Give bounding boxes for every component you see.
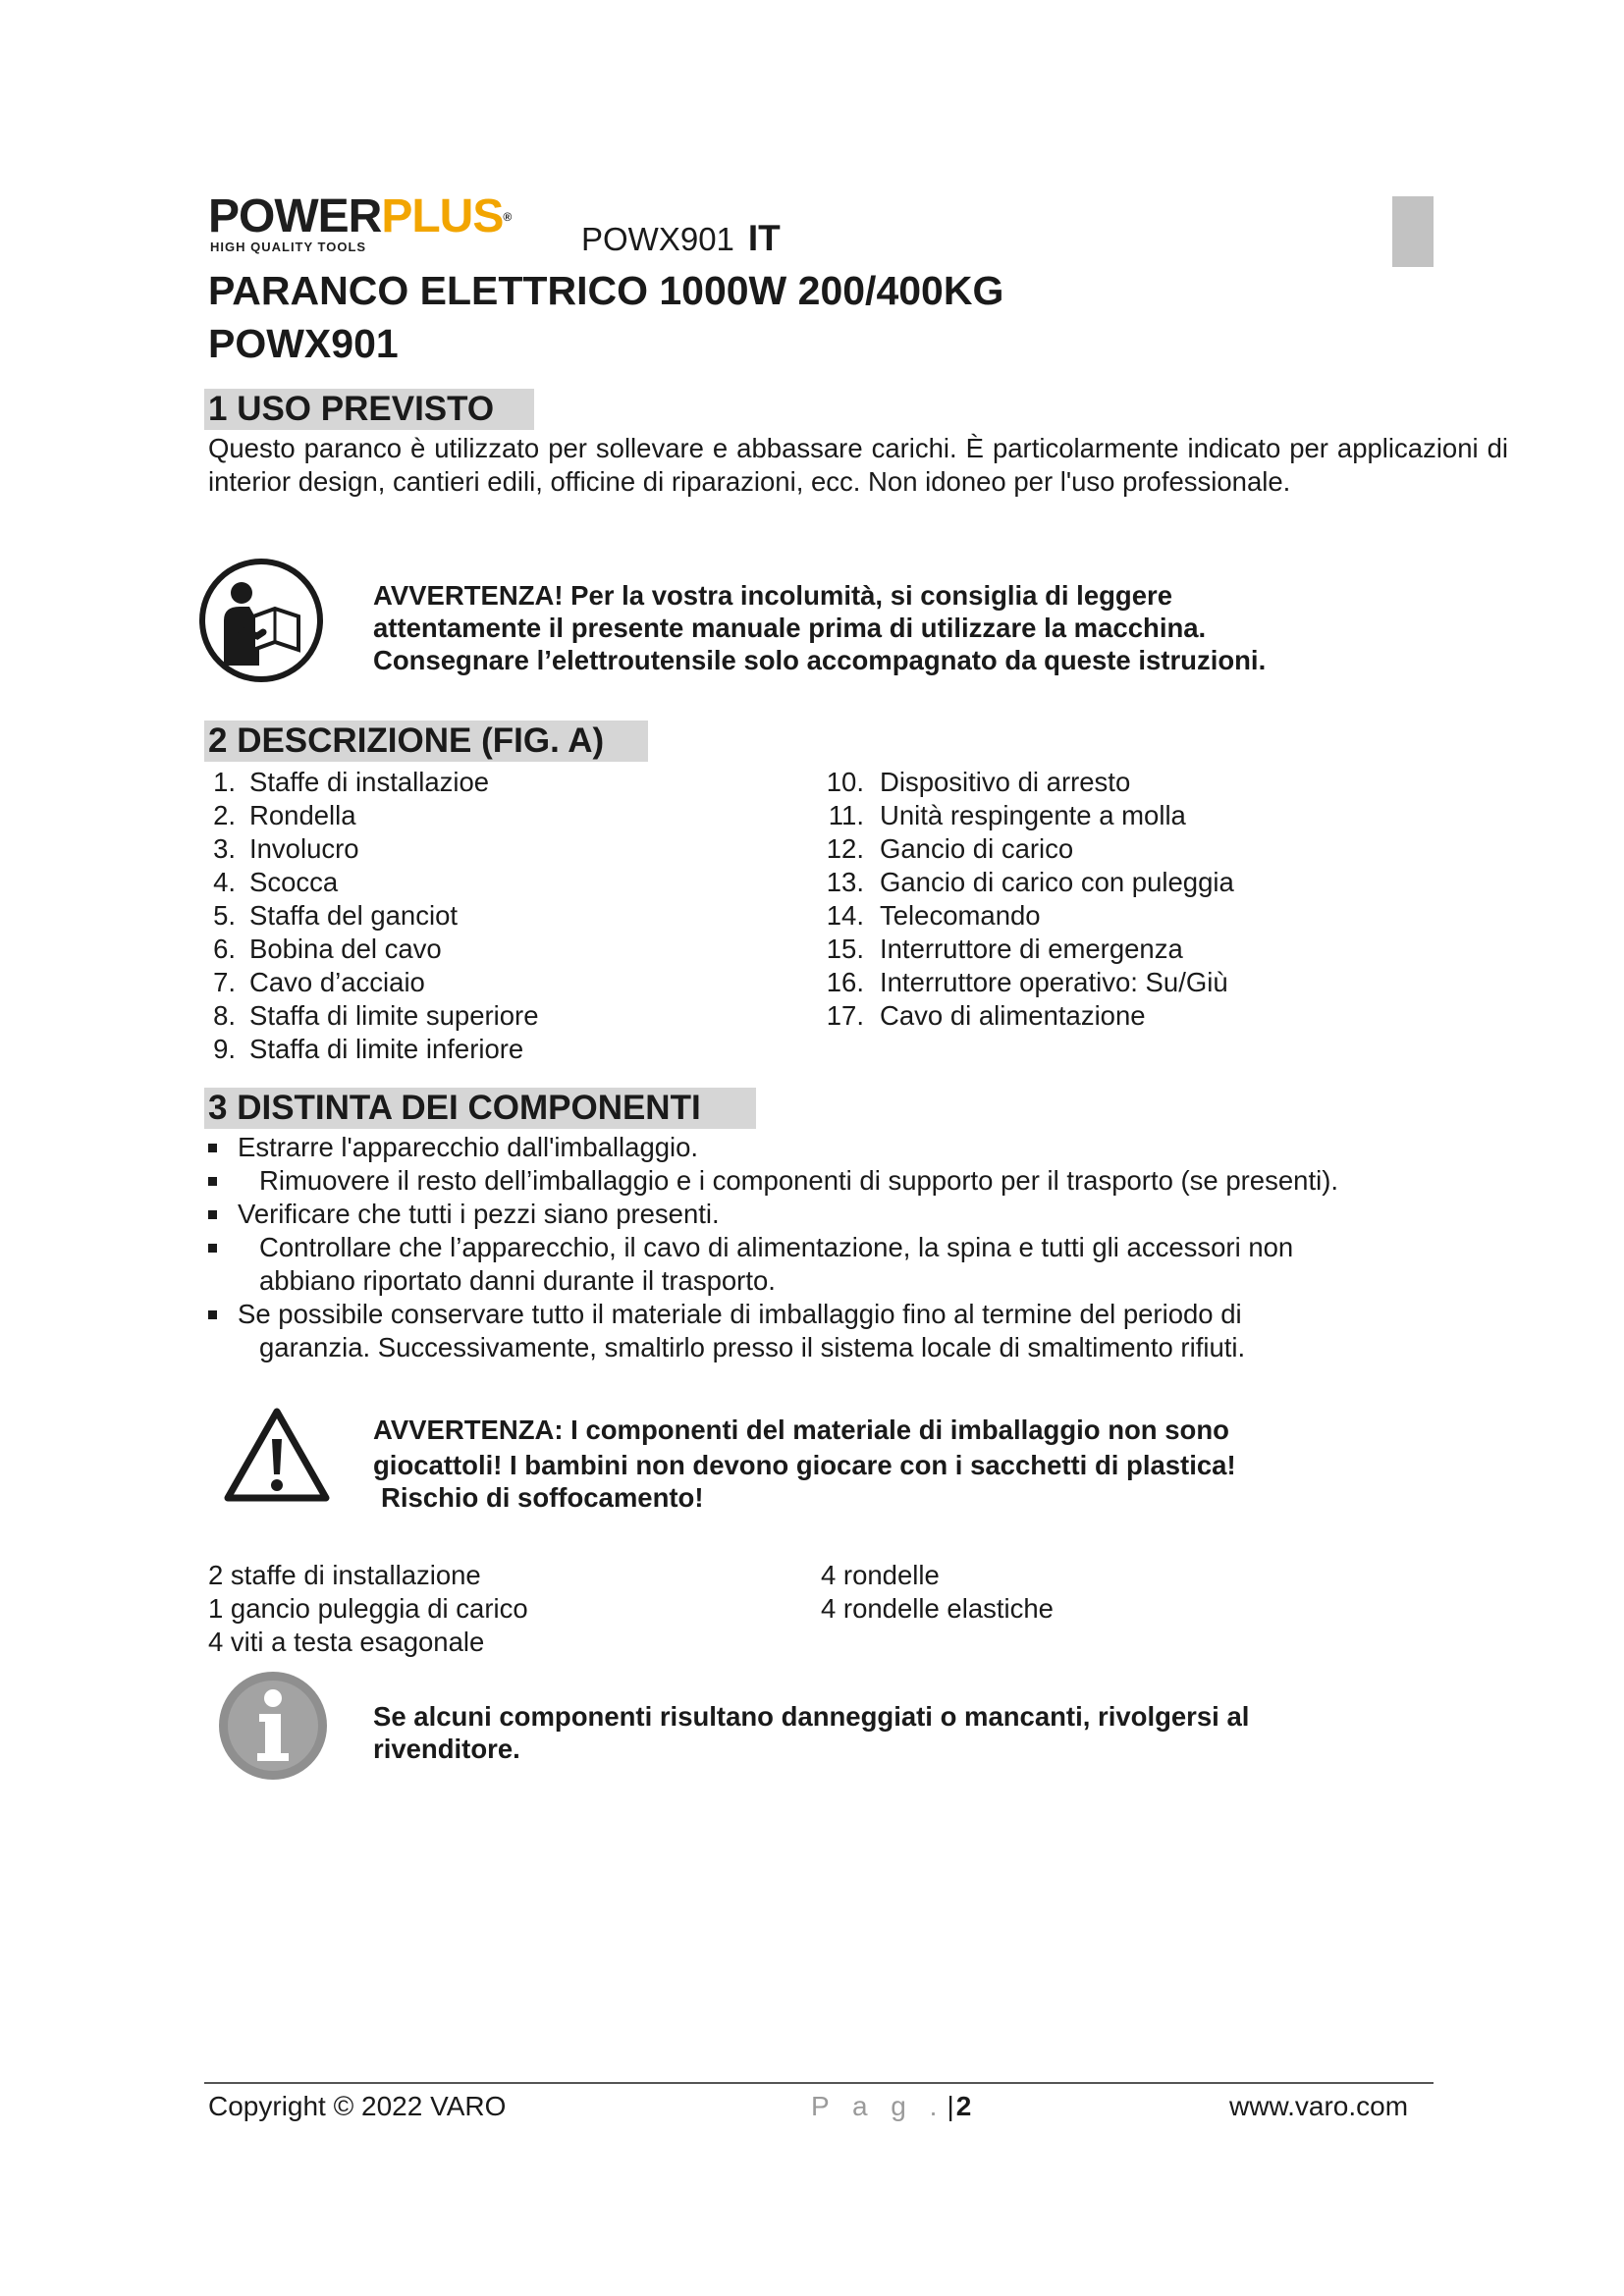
list-item: 14. Telecomando	[826, 900, 1041, 931]
info-note-line1: Se alcuni componenti risultano danneggiati o mancanti, rivolgersi al	[373, 1701, 1250, 1732]
list-item-continuation: abbiano riportato danni durante il trasporto.	[259, 1265, 776, 1296]
warning-packaging-line3: Rischio di soffocamento!	[381, 1482, 704, 1513]
brand-tagline: HIGH QUALITY TOOLS	[210, 240, 367, 254]
list-item: 4. Scocca	[213, 867, 339, 897]
warning-read-manual-line3: Consegnare l’elettroutensile solo accompagnato da queste istruzioni.	[373, 645, 1267, 675]
warning-triangle-icon	[222, 1406, 332, 1504]
bullet-square-icon	[208, 1177, 217, 1186]
list-item: 13. Gancio di carico con puleggia	[826, 867, 1234, 897]
list-item: 17. Cavo di alimentazione	[826, 1000, 1146, 1031]
unpacking-checklist	[208, 1131, 1485, 1364]
list-item: Verificare che tutti i pezzi siano presenti.	[208, 1198, 1485, 1231]
list-item: Controllare che l’apparecchio, il cavo di alimentazione, la spina e tutti gli accessori non	[208, 1231, 1485, 1264]
model-label: POWX901	[581, 221, 734, 257]
contents-left-1: 2 staffe di installazione	[208, 1560, 481, 1590]
powerplus-logo	[208, 190, 562, 257]
list-item: 5. Staffa del ganciot	[213, 900, 459, 931]
bullet-square-icon	[208, 1310, 217, 1319]
warning-read-manual-line1: AVVERTENZA! Per la vostra incolumità, si consiglia di leggere	[373, 580, 1173, 611]
list-item: Estrarre l'apparecchio dall'imballaggio.	[208, 1131, 1485, 1164]
page-number	[811, 2089, 971, 2124]
page-label: P a g .	[811, 2091, 946, 2121]
list-item: Se possibile conservare tutto il materiale di imballaggio fino al termine del periodo di	[208, 1298, 1485, 1331]
language-code: IT	[747, 218, 781, 258]
list-item: 3. Involucro	[213, 833, 359, 864]
list-item: 12. Gancio di carico	[826, 833, 1074, 864]
contents-right-2: 4 rondelle elastiche	[821, 1593, 1054, 1624]
warning-packaging-line1: AVVERTENZA: I componenti del materiale di imballaggio non sono	[373, 1415, 1229, 1445]
read-manual-icon	[196, 556, 326, 685]
contents-right-1: 4 rondelle	[821, 1560, 940, 1590]
list-item: 16. Interruttore operativo: Su/Giù	[826, 967, 1228, 997]
contents-left-3: 4 viti a testa esagonale	[208, 1627, 485, 1657]
list-item: 11. Unità respingente a molla	[828, 800, 1186, 830]
footer-divider	[204, 2082, 1434, 2084]
section-heading-distinta-componenti: 3 DISTINTA DEI COMPONENTI	[204, 1088, 756, 1129]
contents-left-2: 1 gancio puleggia di carico	[208, 1593, 528, 1624]
document-title: PARANCO ELETTRICO 1000W 200/400KG	[208, 268, 1004, 313]
list-item: 9. Staffa di limite inferiore	[213, 1034, 524, 1064]
list-item: 1. Staffe di installazioe	[213, 767, 490, 797]
model-code	[581, 218, 781, 259]
list-item: 2. Rondella	[213, 800, 356, 830]
info-icon	[216, 1669, 330, 1783]
section-heading-descrizione: 2 DESCRIZIONE (FIG. A)	[204, 721, 648, 762]
list-item: Rimuovere il resto dell’imballaggio e i componenti di supporto per il trasporto (se presenti).	[208, 1164, 1485, 1198]
list-item: 10. Dispositivo di arresto	[826, 767, 1131, 797]
list-item: 6. Bobina del cavo	[213, 934, 442, 964]
document-subtitle: POWX901	[208, 321, 399, 366]
bullet-square-icon	[208, 1210, 217, 1219]
language-tab-marker	[1392, 196, 1434, 267]
brand-plus: PLUS	[381, 190, 504, 242]
warning-read-manual-line2: attentamente il presente manuale prima di utilizzare la macchina.	[373, 613, 1207, 643]
section-heading-uso-previsto: 1 USO PREVISTO	[204, 389, 534, 430]
footer-url[interactable]: www.varo.com	[1229, 2091, 1409, 2121]
page-number-value: 2	[955, 2091, 972, 2121]
parts-list-left	[208, 766, 539, 1066]
parts-list-right	[821, 766, 1234, 1033]
page-separator: |	[947, 2091, 954, 2121]
brand-power: POWER	[208, 190, 382, 242]
warning-packaging-line2: giocattoli! I bambini non devono giocare con i sacchetti di plastica!	[373, 1450, 1236, 1480]
list-item: 15. Interruttore di emergenza	[826, 934, 1183, 964]
brand-reg: ®	[503, 210, 512, 224]
list-item: 7. Cavo d’acciaio	[213, 967, 425, 997]
bullet-square-icon	[208, 1144, 217, 1152]
bullet-square-icon	[208, 1244, 217, 1253]
list-item-continuation: garanzia. Successivamente, smaltirlo presso il sistema locale di smaltimento rifiuti.	[259, 1332, 1246, 1362]
footer-copyright: Copyright © 2022 VARO	[208, 2091, 507, 2121]
section1-paragraph: Questo paranco è utilizzato per sollevare e abbassare carichi. È particolarmente indicato per applicazioni di interior design, cantieri edili, officine di riparazioni, ecc. Non idoneo per l'uso professionale.	[208, 433, 1508, 497]
info-note-line2: rivenditore.	[373, 1734, 520, 1764]
list-item: 8. Staffa di limite superiore	[213, 1000, 539, 1031]
